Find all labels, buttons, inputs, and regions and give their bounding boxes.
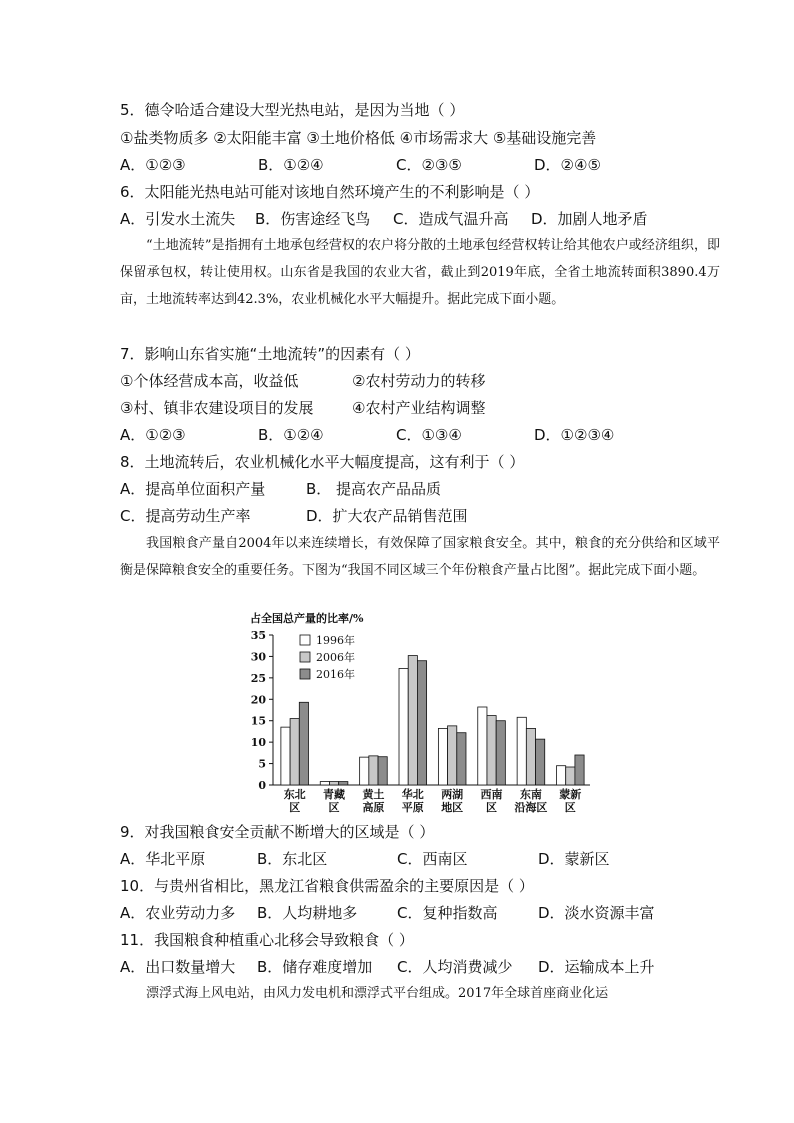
bar-2016年-青藏区: [339, 782, 348, 785]
question-8-options-row1: [120, 479, 720, 499]
question-10-stem: 10．与贵州省相比，黑龙江省粮食供需盈余的主要原因是（ ）: [120, 877, 534, 895]
question-9-options: [120, 849, 720, 869]
option-a[interactable]: A．农业劳动力多: [120, 904, 236, 922]
passage-offshore-wind: [120, 980, 720, 1007]
option-d[interactable]: D．①②③④: [534, 426, 615, 444]
passage-text: 我国粮食产量自2004年以来连续增长，有效保障了国家粮食安全。其中，粮食的充分供给和区域平衡是保障粮食安全的重要任务。下图为“我国不同区域三个年份粮食产量占比图”。据此完成下面小题。: [120, 536, 720, 578]
category-label: 东南: [519, 788, 542, 801]
bar-2016年-东北区: [299, 702, 308, 785]
y-tick-label: 10: [250, 736, 266, 750]
bar-2006年-华北平原: [408, 656, 417, 785]
question-7-items-row2: [120, 398, 720, 418]
category-label: 蒙新: [559, 788, 582, 801]
question-9-stem: 9．对我国粮食安全贡献不断增大的区域是（ ）: [120, 823, 435, 841]
y-tick-label: 0: [258, 779, 266, 792]
bar-1996年-西南区: [478, 707, 487, 785]
legend-label: 2016年: [316, 668, 355, 681]
item-3: ③村、镇非农建设项目的发展: [120, 399, 314, 417]
y-tick-label: 5: [258, 757, 266, 771]
item-1: ①个体经营成本高，收益低: [120, 372, 299, 390]
category-label: 区: [328, 801, 340, 814]
question-7-stem: 7．影响山东省实施“土地流转”的因素有（ ）: [120, 345, 420, 363]
option-c[interactable]: C．①③④: [396, 426, 462, 444]
option-b[interactable]: B． 提高农产品品质: [306, 480, 442, 498]
question-10-options: [120, 903, 720, 923]
y-tick-label: 20: [250, 693, 266, 707]
bar-2006年-蒙新区: [566, 767, 575, 785]
option-d[interactable]: D．扩大农产品销售范围: [306, 507, 468, 525]
option-b[interactable]: B．储存难度增加: [257, 958, 373, 976]
category-label: 地区: [441, 801, 464, 814]
question-5-stem: 5．德令哈适合建设大型光热电站，是因为当地（ ）: [120, 101, 465, 119]
bar-2016年-华北平原: [417, 661, 426, 785]
option-d[interactable]: D．蒙新区: [538, 850, 610, 868]
option-b[interactable]: B．人均耕地多: [257, 904, 358, 922]
category-label: 平原: [401, 801, 424, 814]
option-b[interactable]: B．伤害途经飞鸟: [255, 210, 371, 228]
category-label: 沿海区: [514, 801, 548, 814]
bar-2006年-青藏区: [329, 782, 338, 785]
grain-share-chart: [238, 605, 608, 817]
question-8-options-row2: [120, 506, 720, 526]
bar-2016年-两湖地区: [457, 733, 466, 785]
bar-2006年-东北区: [290, 719, 299, 785]
option-b[interactable]: B．东北区: [257, 850, 328, 868]
option-d[interactable]: D．淡水资源丰富: [538, 904, 655, 922]
question-6-stem: 6．太阳能光热电站可能对该地自然环境产生的不利影响是（ ）: [120, 183, 540, 201]
option-b[interactable]: B．①②④: [258, 426, 324, 444]
option-b[interactable]: B．①②④: [258, 156, 324, 174]
option-d[interactable]: D．②④⑤: [534, 156, 601, 174]
option-c[interactable]: C．造成气温升高: [393, 210, 509, 228]
bar-2006年-西南区: [487, 716, 496, 785]
bar-2016年-东南沿海区: [536, 739, 545, 785]
bar-1996年-东南沿海区: [517, 717, 526, 785]
passage-text: 漂浮式海上风电站，由风力发电机和漂浮式平台组成。2017年全球首座商业化运: [146, 986, 609, 1001]
bar-2016年-黄土高原: [378, 757, 387, 785]
bar-2016年-西南区: [496, 721, 505, 785]
legend-swatch-2006年: [300, 652, 310, 662]
y-tick-label: 25: [250, 671, 266, 685]
question-11-stem: 11．我国粮食种植重心北移会导致粮食（ ）: [120, 931, 414, 949]
option-a[interactable]: A．提高单位面积产量: [120, 480, 266, 498]
category-label: 两湖: [441, 788, 464, 801]
category-label: 区: [564, 801, 576, 814]
option-a[interactable]: A．①②③: [120, 426, 186, 444]
bar-1996年-黄土高原: [360, 757, 369, 785]
option-a[interactable]: A．华北平原: [120, 850, 206, 868]
question-8-stem: 8．土地流转后，农业机械化水平大幅度提高，这有利于（ ）: [120, 453, 525, 471]
option-c[interactable]: C．提高劳动生产率: [120, 507, 251, 525]
bar-2006年-两湖地区: [448, 726, 457, 785]
question-5-items: ①盐类物质多 ②太阳能丰富 ③土地价格低 ④市场需求大 ⑤基础设施完善: [120, 129, 597, 147]
legend-label: 1996年: [316, 634, 355, 647]
option-d[interactable]: D．运输成本上升: [538, 958, 655, 976]
bar-2006年-黄土高原: [369, 756, 378, 785]
category-label: 东北: [283, 788, 306, 801]
bar-1996年-青藏区: [320, 782, 329, 785]
question-7-items-row1: [120, 371, 720, 391]
legend-swatch-2016年: [300, 669, 310, 679]
category-label: 黄土: [362, 788, 385, 801]
grain-share-chart-svg: [238, 605, 608, 817]
bar-2016年-蒙新区: [575, 755, 584, 785]
question-7-options: [120, 425, 720, 445]
option-d[interactable]: D．加剧人地矛盾: [531, 210, 648, 228]
y-axis-title: 占全国总产量的比率/%: [250, 612, 364, 625]
bar-1996年-两湖地区: [438, 728, 447, 785]
bar-2006年-东南沿海区: [526, 728, 535, 785]
category-label: 西南: [480, 788, 503, 801]
category-label: 华北: [401, 788, 424, 801]
option-c[interactable]: C．复种指数高: [397, 904, 498, 922]
legend-swatch-1996年: [300, 635, 310, 645]
bar-1996年-蒙新区: [557, 766, 566, 785]
category-label: 区: [486, 801, 498, 814]
question-6-options: [120, 209, 720, 229]
option-a[interactable]: A．①②③: [120, 156, 186, 174]
question-5-options: [120, 155, 720, 175]
y-tick-label: 30: [250, 650, 266, 664]
option-c[interactable]: C．②③⑤: [396, 156, 462, 174]
option-c[interactable]: C．西南区: [397, 850, 468, 868]
category-label: 高原: [362, 801, 385, 814]
question-11-options: [120, 957, 720, 977]
category-label: 青藏: [323, 788, 346, 801]
item-2: ②农村劳动力的转移: [352, 372, 486, 390]
item-4: ④农村产业结构调整: [352, 399, 486, 417]
option-a[interactable]: A．引发水土流失: [120, 210, 236, 228]
bar-1996年-华北平原: [399, 668, 408, 785]
option-a[interactable]: A．出口数量增大: [120, 958, 236, 976]
legend-label: 2006年: [316, 651, 355, 664]
bar-1996年-东北区: [281, 727, 290, 785]
y-tick-label: 15: [250, 714, 266, 728]
passage-text: “土地流转”是指拥有土地承包经营权的农户将分散的土地承包经营权转让给其他农户或经济组织，即保留承包权，转让使用权。山东省是我国的农业大省，截止到2019年底，全省土地流转面积3890.4万亩，土地流转率达到42.3%，农业机械化水平大幅提升。据此完成下面小题。: [120, 238, 720, 307]
category-label: 区: [289, 801, 301, 814]
passage-land-transfer: [120, 232, 720, 313]
passage-grain-security: [120, 530, 720, 584]
option-c[interactable]: C．人均消费减少: [397, 958, 513, 976]
y-tick-label: 35: [250, 629, 266, 642]
